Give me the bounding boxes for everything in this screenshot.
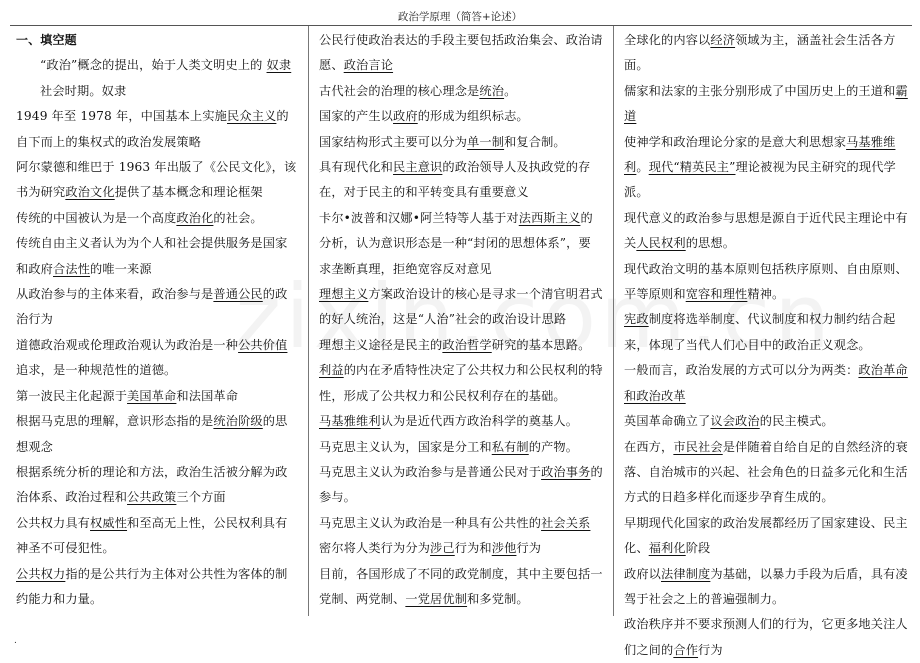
answer-blank: 民众主义 bbox=[227, 109, 277, 124]
statement-text: 具有现代化和 bbox=[319, 160, 394, 175]
statement-text: 和法国革命 bbox=[176, 388, 239, 403]
statement-text: 的形成为组织标志。 bbox=[417, 109, 529, 124]
blank-fill-item bbox=[319, 511, 603, 536]
answer-blank: 统治阶级 bbox=[213, 414, 263, 429]
statement-text: 的政治领导人及执政党的存在，对于民主的和平转变具有重要意义 bbox=[319, 160, 591, 200]
answer-blank: 政府 bbox=[393, 109, 418, 124]
answer-blank: 公共政策 bbox=[127, 490, 177, 505]
statement-text: 的参与。 bbox=[319, 464, 603, 505]
statement-text: 卡尔•波普和汉娜•阿兰特等人基于对 bbox=[319, 210, 519, 225]
blank-fill-item bbox=[624, 79, 909, 130]
statement-text: 1949 年至 1978 年，中国基本上实施 bbox=[16, 109, 228, 124]
blank-fill-item bbox=[16, 53, 298, 104]
answer-blank: 单一制 bbox=[467, 134, 505, 149]
statement-text: 传统自由主义者认为为个人和社会提供服务是国家和政府 bbox=[16, 236, 288, 276]
blank-fill-item bbox=[624, 612, 909, 663]
answer-blank: 福利化 bbox=[648, 541, 686, 556]
statement-text: 国家结构形式主要可以分为 bbox=[319, 134, 468, 149]
statement-text: 研究的基本思路。 bbox=[491, 337, 591, 352]
statement-text: 行为 bbox=[516, 541, 542, 556]
column-divider-1 bbox=[308, 26, 309, 616]
statement-text: 。 bbox=[504, 83, 517, 98]
statement-text: 和复合制。 bbox=[504, 134, 566, 149]
answer-blank: 私有制 bbox=[491, 439, 529, 454]
answer-blank: 权威性 bbox=[90, 515, 128, 530]
statement-text: 阶段 bbox=[685, 541, 711, 556]
column-2 bbox=[319, 28, 603, 614]
statement-text: 马克思主义认为政治是一种具有公共性的 bbox=[319, 515, 542, 530]
answer-blank: 政治哲学 bbox=[442, 337, 492, 352]
statement-text: 根据马克思的理解，意识形态指的是 bbox=[16, 414, 214, 429]
answer-blank: 政治化 bbox=[176, 210, 214, 225]
statement-text: 现代政治文明的基本原则包括秩序原则、自由原则、平等原则和 bbox=[624, 261, 908, 302]
statement-text: 的政治行为 bbox=[16, 287, 288, 327]
blank-fill-item bbox=[624, 511, 909, 562]
blank-fill-item bbox=[319, 206, 603, 282]
answer-blank: 政治革命和政治改革 bbox=[624, 363, 908, 403]
statement-text: 认为是近代西方政治科学的奠基人。 bbox=[380, 414, 579, 429]
statement-text: 领域为主，涵盖社会生活各方面。 bbox=[624, 33, 896, 73]
statement-text: 为基础，以暴力手段为后盾，具有凌驾于社会之上的普遍强制力。 bbox=[624, 566, 908, 606]
blank-fill-item bbox=[624, 257, 909, 308]
answer-blank: 政治事务 bbox=[541, 464, 591, 479]
statement-text: 是伴随着自给自足的自然经济的衰落、自治城市的兴起、社会角色的日益多元化和生活方式的日趋多样化而逐步孕育生成的。 bbox=[624, 439, 908, 505]
statement-text: 马克思主义认为政治参与是普通公民对于 bbox=[319, 464, 542, 479]
page-header: 政治学原理（简答+论述） bbox=[397, 11, 523, 23]
blank-fill-item bbox=[624, 307, 909, 358]
statement-text: 的分析，认为意识形态是一种“封闭的思想体系”，要求垄断真理，拒绝宽容反对意见 bbox=[319, 210, 593, 276]
statement-text: 目前，各国形成了不同的政党制度，其中主要包括一党制、两党制、 bbox=[319, 566, 603, 606]
blank-fill-item bbox=[319, 282, 603, 333]
answer-blank: 霸道 bbox=[624, 83, 908, 124]
statement-text: 的唯一来源 bbox=[90, 261, 152, 276]
blank-fill-item bbox=[319, 435, 603, 460]
statement-text: 早期现代化国家的政治发展都经历了国家建设、民主化、 bbox=[624, 515, 908, 556]
answer-blank: 马基雅维利 bbox=[319, 414, 381, 429]
statement-text: 理想主义途径是民主的 bbox=[319, 337, 443, 352]
blank-fill-item bbox=[624, 409, 909, 434]
blank-fill-item bbox=[16, 333, 298, 384]
statement-text: 社会时期。奴隶 bbox=[40, 83, 127, 98]
statement-text: 和多党制。 bbox=[467, 591, 529, 606]
statement-text: 的自下而上的集权式的政治发展策略 bbox=[16, 109, 289, 149]
blank-fill-item bbox=[16, 562, 298, 613]
blank-fill-item bbox=[319, 536, 603, 561]
blank-fill-item bbox=[319, 28, 603, 79]
blank-fill-item bbox=[624, 130, 909, 206]
blank-fill-item bbox=[319, 130, 603, 155]
statement-text: “政治”概念的提出，始于人类文明史上的 bbox=[40, 58, 267, 73]
statement-text: 一、填空题 bbox=[16, 33, 77, 47]
blank-fill-item bbox=[16, 206, 298, 231]
blank-fill-item bbox=[319, 104, 603, 129]
statement-text: 行为 bbox=[698, 642, 723, 657]
blank-fill-item bbox=[16, 155, 298, 206]
section-heading bbox=[16, 28, 298, 53]
statement-text: 政府以 bbox=[624, 566, 662, 581]
statement-text: 的产物。 bbox=[528, 439, 579, 454]
answer-blank: 一党居优制 bbox=[405, 591, 468, 606]
header-divider bbox=[10, 25, 912, 26]
answer-blank: 涉他 bbox=[491, 541, 517, 556]
column-1 bbox=[16, 28, 298, 614]
blank-fill-item bbox=[16, 231, 298, 282]
statement-text: 现代意义的政治参与思想是源自于近代民主理论中有关 bbox=[624, 210, 908, 251]
blank-fill-item bbox=[16, 282, 298, 333]
statement-text: 公民行使政治表达的手段主要包括政治集会、政治请愿、 bbox=[319, 33, 603, 73]
statement-text: 阿尔蒙德和维巴于 1963 年出版了《公民文化》，该书为研究 bbox=[16, 160, 297, 200]
statement-text: 传统的中国被认为是一个高度 bbox=[16, 210, 177, 225]
statement-text: 在西方， bbox=[624, 439, 674, 454]
statement-text: 密尔将人类行为分为 bbox=[319, 541, 431, 556]
blank-fill-item bbox=[319, 333, 603, 358]
blank-fill-item bbox=[16, 384, 298, 409]
statement-text: 全球化的内容以 bbox=[624, 33, 711, 47]
statement-text: 精神。 bbox=[747, 287, 785, 302]
statement-text: 儒家和法家的主张分别形成了中国历史上的王道和 bbox=[624, 83, 896, 98]
answer-blank: 奴隶 bbox=[266, 58, 292, 73]
statement-text: 马克思主义认为，国家是分工和 bbox=[319, 439, 492, 454]
statement-text: 根据系统分析的理论和方法，政治生活被分解为政治体系、政治过程和 bbox=[16, 464, 288, 505]
statement-text: 使神学和政治理论分家的是意大利思想家 bbox=[624, 134, 847, 149]
blank-fill-item bbox=[624, 28, 909, 79]
statement-text: 。 bbox=[636, 160, 649, 175]
blank-fill-item bbox=[319, 155, 603, 206]
statement-text: 理论被视为民主研究的现代学派。 bbox=[624, 160, 896, 200]
answer-blank: 涉己 bbox=[430, 541, 455, 556]
statement-text: 公共权力具有 bbox=[16, 515, 91, 530]
answer-blank: 政治文化 bbox=[65, 185, 115, 200]
statement-text: 的内在矛盾特性决定了公共权力和公民权利的特性，形成了公共权力和公民权利存在的基础。 bbox=[319, 363, 603, 403]
answer-blank: 公共权力 bbox=[16, 566, 66, 581]
answer-blank: 现代“精英民主” bbox=[648, 160, 736, 175]
blank-fill-item bbox=[624, 435, 909, 511]
statement-text: 第一波民主化起源于 bbox=[16, 388, 128, 403]
answer-blank: 经济 bbox=[710, 33, 736, 47]
answer-blank: 普通公民 bbox=[213, 287, 263, 302]
answer-blank: 政治言论 bbox=[343, 58, 394, 73]
blank-fill-item bbox=[319, 460, 603, 511]
answer-blank: 宽容和理性 bbox=[685, 287, 748, 302]
blank-fill-item bbox=[16, 104, 298, 155]
statement-text: 一般而言，政治发展的方式可以分为两类： bbox=[624, 363, 859, 378]
answer-blank: 民主意识 bbox=[393, 160, 443, 175]
statement-text: 方案政治设计的核心是寻求一个清官明君式的好人统治，这是“人治”社会的政治设计思路 bbox=[319, 287, 603, 327]
statement-text: 的思想。 bbox=[685, 236, 736, 251]
answer-blank: 合作 bbox=[673, 642, 699, 657]
blank-fill-item bbox=[319, 358, 603, 409]
statement-text: 从政治参与的主体来看，政治参与是 bbox=[16, 287, 214, 302]
blank-fill-item bbox=[319, 409, 603, 434]
answer-blank: 统治 bbox=[479, 83, 505, 98]
blank-fill-item bbox=[319, 562, 603, 613]
answer-blank: 议会政治 bbox=[710, 414, 760, 429]
column-divider-2 bbox=[613, 26, 614, 616]
blank-fill-item bbox=[624, 358, 909, 409]
blank-fill-item bbox=[16, 409, 298, 460]
blank-fill-item bbox=[319, 79, 603, 104]
blank-fill-item bbox=[16, 511, 298, 562]
statement-text: 和至高无上性，公民权利具有神圣不可侵犯性。 bbox=[16, 515, 288, 556]
blank-fill-item bbox=[624, 562, 909, 613]
statement-text: 的民主模式。 bbox=[759, 414, 834, 429]
statement-text: 提供了基本概念和理论框架 bbox=[114, 185, 263, 200]
answer-blank: 宪政 bbox=[624, 312, 649, 327]
answer-blank: 马基雅维利 bbox=[624, 134, 896, 175]
statement-text: 追求，是一种规范性的道德。 bbox=[16, 363, 177, 378]
statement-text: 古代社会的治理的核心理念是 bbox=[319, 83, 480, 98]
statement-text: 政治秩序并不要求预测人们的行为，它更多地关注人们之间的 bbox=[624, 617, 908, 657]
answer-blank: 理想主义 bbox=[319, 287, 369, 302]
answer-blank: 美国革命 bbox=[127, 388, 177, 403]
answer-blank: 社会关系 bbox=[541, 515, 591, 530]
answer-blank: 公共价值 bbox=[238, 337, 288, 352]
answer-blank: 市民社会 bbox=[673, 439, 723, 454]
answer-blank: 法西斯主义 bbox=[518, 210, 581, 225]
blank-fill-item bbox=[16, 460, 298, 511]
answer-blank: 法律制度 bbox=[661, 566, 711, 581]
statement-text: 道德政治观或伦理政治观认为政治是一种 bbox=[16, 337, 239, 352]
statement-text: 行为和 bbox=[454, 541, 492, 556]
statement-text: 的思想观念 bbox=[16, 414, 288, 454]
statement-text: 国家的产生以 bbox=[319, 109, 394, 124]
statement-text: 三个方面 bbox=[176, 490, 226, 505]
blank-fill-item bbox=[624, 206, 909, 257]
footer-mark: . bbox=[14, 636, 17, 646]
answer-blank: 利益 bbox=[319, 363, 344, 378]
answer-blank: 合法性 bbox=[53, 261, 91, 276]
statement-text: 指的是公共行为主体对公共性为客体的制约能力和力量。 bbox=[16, 566, 288, 606]
column-3 bbox=[624, 28, 909, 657]
statement-text: 英国革命确立了 bbox=[624, 414, 711, 429]
statement-text: 制度将选举制度、代议制度和权力制约结合起来，体现了当代人们心目中的政治正义观念。 bbox=[624, 312, 896, 352]
statement-text: 的社会。 bbox=[213, 210, 263, 225]
answer-blank: 人民权利 bbox=[636, 236, 686, 251]
